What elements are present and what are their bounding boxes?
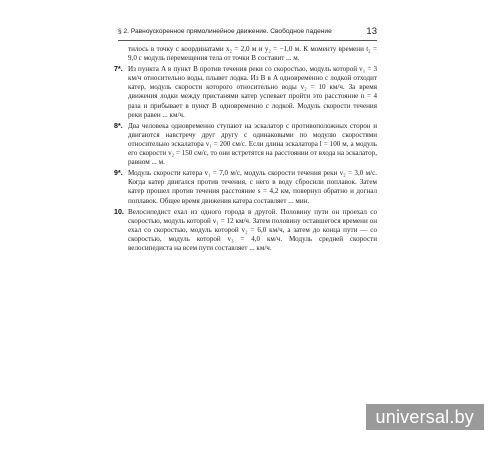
header-rule xyxy=(118,40,377,41)
running-header xyxy=(118,26,377,38)
problem-text: Из пункта A в пункт B против течения реки со скоростью, модуль которой v₁ = 3 км/ч относительно воды, плывет лодка. Из B в A одновременно с лодкой отходит катер, модуль скорости которого относительно воды v₂ = 10 км/ч. За время движения лодки между пристанями катер успевает пройти это расстояние n = 4 раза и прибывает в пункт B одновременно с лодкой. Модуль скорости течения реки равен ... км/ч. xyxy=(128,65,377,119)
problem-number: 8*. xyxy=(114,121,123,130)
problem-number: 10. xyxy=(114,207,124,216)
page-number: 13 xyxy=(366,26,377,37)
continued-text: тилось в точку с координатами x₂ = 2,0 м и y₂ = −1,0 м. К моменту времени t₂ = 9,0 с модуль перемещения тела от точки B составит ... м. xyxy=(128,45,377,63)
problem-text: Модуль скорости катера v₁ = 7,0 м/с, модуль скорости течения реки v₂ = 3,0 м/с. Когда катер двигался против течения, с него в воду сбросили поплавок. Затем катер прошел против течения расстояние s = 4,2 км, повернул обратно и догнал поплавок. Общее время движения катера составляет ... мин. xyxy=(128,169,377,205)
problem-7 xyxy=(114,65,377,120)
book-page xyxy=(114,26,377,253)
problem-text: Два человека одновременно ступают на эскалатор с противоположных сторон и двигаются навстречу друг другу с одинаковыми по модулю скоростями относительно эскалатора v₁ = 200 см/с. Если длина эскалатора l = 100 м, а модуль его скорости v₂ = 150 см/с, то они встретятся на расстоянии от входа на эскалатор, равном ... м. xyxy=(128,121,377,167)
section-title: § 2. Равноускоренное прямолинейное движение. Свободное падение xyxy=(118,28,332,35)
problem-number: 9*. xyxy=(114,169,123,178)
problem-text: Велосипедист ехал из одного города в другой. Половину пути он проехал со скоростью, модуль которой v₁ = 12 км/ч. Затем половину оставшегося времени он ехал со скоростью, модуль которой v₂ = 6,0 км/ч, а затем до конца пути — со скоростью, модуль которой v₃ = 4,0 км/ч. Модуль средней скорости велосипедиста на всем пути составляет ... км/ч. xyxy=(128,207,377,252)
problem-8 xyxy=(114,121,377,167)
watermark: universal.by xyxy=(366,404,484,430)
problem-number: 7*. xyxy=(114,65,123,74)
problem-10 xyxy=(114,207,377,253)
problem-9 xyxy=(114,169,377,205)
